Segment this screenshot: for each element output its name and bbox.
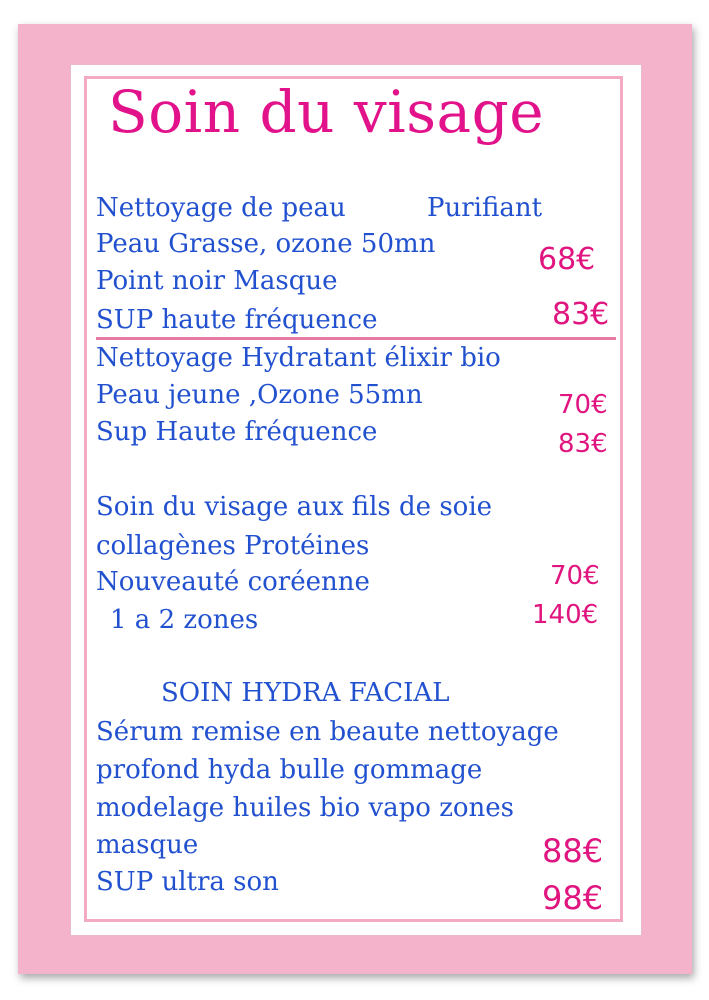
- section-divider: [96, 337, 616, 340]
- section1-line3: Point noir Masque: [96, 266, 338, 296]
- section4-heading: SOIN HYDRA FACIAL: [161, 678, 450, 708]
- section2-line3: Sup Haute fréquence: [96, 417, 378, 447]
- section4-line3: modelage huiles bio vapo zones: [96, 793, 515, 823]
- section2-price1: 70€: [558, 390, 608, 420]
- section2-price2: 83€: [558, 429, 608, 459]
- section1-line1: Nettoyage de peau: [96, 193, 346, 223]
- section4-line5: SUP ultra son: [96, 867, 279, 897]
- section1-line1-right: Purifiant: [427, 193, 543, 223]
- section4-price1: 88€: [542, 832, 604, 870]
- section1-price2: 83€: [552, 297, 610, 332]
- section4-line1: Sérum remise en beaute nettoyage: [96, 717, 559, 747]
- section3-price2: 140€: [532, 600, 599, 630]
- section4-price2: 98€: [542, 879, 604, 917]
- section3-line4: 1 a 2 zones: [110, 605, 259, 635]
- section2-line1: Nettoyage Hydratant élixir bio: [96, 343, 501, 373]
- section1-line2: Peau Grasse, ozone 50mn: [96, 229, 436, 259]
- page-title: Soin du visage: [108, 78, 545, 146]
- section4-line4: masque: [96, 830, 199, 860]
- section1-line4: SUP haute fréquence: [96, 305, 378, 335]
- section3-line3: Nouveauté coréenne: [96, 567, 370, 597]
- section3-line1: Soin du visage aux fils de soie: [96, 492, 493, 522]
- section1-price1: 68€: [538, 242, 596, 277]
- section3-line2: collagènes Protéines: [96, 531, 370, 561]
- section3-price1: 70€: [550, 561, 600, 591]
- section2-line2: Peau jeune ,Ozone 55mn: [96, 380, 423, 410]
- section4-line2: profond hyda bulle gommage: [96, 755, 483, 785]
